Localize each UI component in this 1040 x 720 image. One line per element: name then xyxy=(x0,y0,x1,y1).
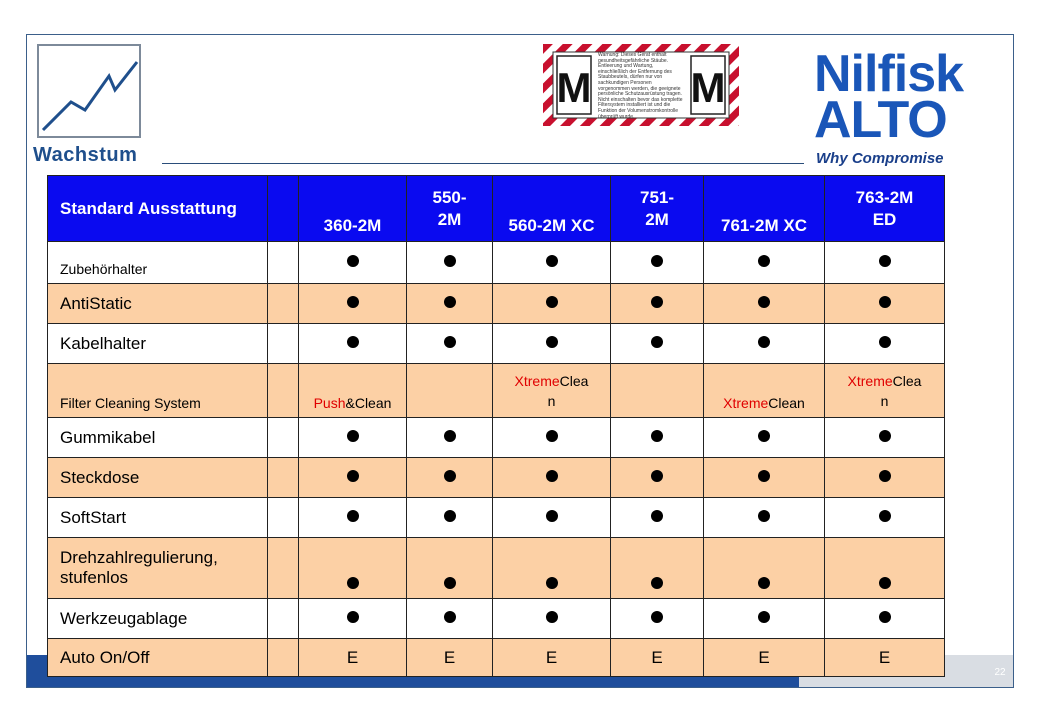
included-dot-icon xyxy=(879,255,891,267)
included-dot-icon xyxy=(758,577,770,589)
included-dot-icon xyxy=(444,255,456,267)
model-cell xyxy=(611,364,704,418)
model-cell xyxy=(493,538,611,599)
model-cell xyxy=(299,599,407,639)
row-spacer xyxy=(268,639,299,677)
included-dot-icon xyxy=(758,255,770,267)
model-cell xyxy=(704,458,825,498)
model-cell xyxy=(704,498,825,538)
cell-value: E xyxy=(346,647,359,667)
model-cell xyxy=(493,364,611,418)
filter-brand-black: Clea n xyxy=(880,372,922,409)
included-dot-icon xyxy=(758,470,770,482)
included-dot-icon xyxy=(546,510,558,522)
m-class-label xyxy=(543,44,739,126)
included-dot-icon xyxy=(758,296,770,308)
included-dot-icon xyxy=(347,510,359,522)
filter-system-value xyxy=(299,393,406,413)
model-cell xyxy=(407,498,493,538)
row-label: Werkzeugablage xyxy=(48,599,268,639)
included-dot-icon xyxy=(546,255,558,267)
filter-system-value xyxy=(493,371,610,411)
included-dot-icon xyxy=(651,470,663,482)
row-label: Zubehörhalter xyxy=(48,242,268,284)
row-label: Drehzahlregulierung, stufenlos xyxy=(48,538,268,599)
filter-brand-black: Clea n xyxy=(547,372,589,409)
included-dot-icon xyxy=(651,577,663,589)
model-cell xyxy=(611,324,704,364)
header-feature: Standard Ausstattung xyxy=(48,176,268,242)
table-row xyxy=(48,538,945,599)
included-dot-icon xyxy=(651,430,663,442)
included-dot-icon xyxy=(444,470,456,482)
header-model: 360-2M xyxy=(299,176,407,242)
model-cell xyxy=(611,599,704,639)
model-cell xyxy=(407,364,493,418)
model-cell xyxy=(299,639,407,677)
row-label: Kabelhalter xyxy=(48,324,268,364)
model-cell xyxy=(704,242,825,284)
included-dot-icon xyxy=(546,611,558,623)
model-cell xyxy=(825,364,945,418)
included-dot-icon xyxy=(444,510,456,522)
model-cell xyxy=(407,324,493,364)
included-dot-icon xyxy=(879,296,891,308)
included-dot-icon xyxy=(879,336,891,348)
row-spacer xyxy=(268,284,299,324)
filter-system-value xyxy=(825,371,944,411)
table-row xyxy=(48,324,945,364)
included-dot-icon xyxy=(444,611,456,623)
cell-value: E xyxy=(758,647,770,667)
included-dot-icon xyxy=(546,296,558,308)
included-dot-icon xyxy=(758,336,770,348)
model-cell xyxy=(825,538,945,599)
wachstum-logo xyxy=(31,44,153,168)
row-spacer xyxy=(268,364,299,418)
growth-chart-icon xyxy=(37,44,141,138)
included-dot-icon xyxy=(347,611,359,623)
model-cell xyxy=(299,458,407,498)
included-dot-icon xyxy=(651,255,663,267)
m-warning-text: Warnung: Dieses Gerät enthält gesundheitsgefährliche Stäube. Entleerung und Wartung, einschließlich der Entfernung des Staubbeutels, dürfen nur von sachkundigen Personen vorgenommen werden, die geeignete persönliche Schutzausrüstung tragen. Nicht einschalten bevor das komplette Filtersystem installiert ist und die Funktion der Volumenstromkontrolle überprüft wurde. xyxy=(598,52,683,120)
table-header-row xyxy=(48,176,945,242)
header-model: 761-2M XC xyxy=(704,176,825,242)
table-row xyxy=(48,639,945,677)
row-spacer xyxy=(268,458,299,498)
row-label: AntiStatic xyxy=(48,284,268,324)
model-cell xyxy=(611,639,704,677)
model-cell xyxy=(704,364,825,418)
header-spacer xyxy=(268,176,299,242)
table-row xyxy=(48,418,945,458)
included-dot-icon xyxy=(546,430,558,442)
model-cell xyxy=(407,458,493,498)
model-cell xyxy=(825,284,945,324)
row-spacer xyxy=(268,324,299,364)
included-dot-icon xyxy=(651,296,663,308)
included-dot-icon xyxy=(879,510,891,522)
included-dot-icon xyxy=(444,430,456,442)
included-dot-icon xyxy=(347,430,359,442)
filter-brand-red: Xtreme xyxy=(847,372,893,389)
model-cell xyxy=(825,498,945,538)
header-model: 550- 2M xyxy=(407,176,493,242)
filter-brand-red: Push xyxy=(313,395,346,411)
model-cell xyxy=(493,324,611,364)
nilfisk-tagline: Why Compromise xyxy=(816,150,944,167)
m-letter-right: M xyxy=(690,64,726,111)
model-cell xyxy=(611,284,704,324)
included-dot-icon xyxy=(444,577,456,589)
included-dot-icon xyxy=(546,336,558,348)
row-spacer xyxy=(268,498,299,538)
model-cell xyxy=(611,498,704,538)
row-label: Gummikabel xyxy=(48,418,268,458)
model-cell xyxy=(407,639,493,677)
table-row xyxy=(48,498,945,538)
included-dot-icon xyxy=(758,611,770,623)
model-cell xyxy=(299,498,407,538)
model-cell xyxy=(704,639,825,677)
model-cell xyxy=(299,324,407,364)
model-cell xyxy=(825,324,945,364)
header-divider xyxy=(162,163,804,164)
model-cell xyxy=(493,458,611,498)
included-dot-icon xyxy=(444,336,456,348)
included-dot-icon xyxy=(879,577,891,589)
filter-brand-red: Xtreme xyxy=(514,372,560,389)
alto-wordmark: ALTO xyxy=(814,91,947,149)
model-cell xyxy=(299,284,407,324)
table-row xyxy=(48,599,945,639)
model-cell xyxy=(825,599,945,639)
row-spacer xyxy=(268,242,299,284)
model-cell xyxy=(611,538,704,599)
page-number: 22 xyxy=(994,667,1006,678)
included-dot-icon xyxy=(347,470,359,482)
model-cell xyxy=(825,639,945,677)
standard-equipment-table xyxy=(47,175,945,677)
model-cell xyxy=(704,418,825,458)
filter-brand-black: Clean xyxy=(768,395,805,411)
model-cell xyxy=(299,242,407,284)
model-cell xyxy=(407,242,493,284)
filter-system-value xyxy=(704,393,824,413)
included-dot-icon xyxy=(758,510,770,522)
model-cell xyxy=(407,418,493,458)
model-cell xyxy=(493,418,611,458)
included-dot-icon xyxy=(347,255,359,267)
m-letter-left: M xyxy=(556,64,592,111)
model-cell xyxy=(299,418,407,458)
model-cell xyxy=(611,418,704,458)
model-cell xyxy=(407,599,493,639)
included-dot-icon xyxy=(879,470,891,482)
cell-value: E xyxy=(878,647,891,667)
model-cell xyxy=(299,538,407,599)
model-cell xyxy=(407,284,493,324)
included-dot-icon xyxy=(347,336,359,348)
model-cell xyxy=(611,242,704,284)
included-dot-icon xyxy=(879,430,891,442)
included-dot-icon xyxy=(651,510,663,522)
cell-value: E xyxy=(651,647,663,667)
cell-value: E xyxy=(443,647,456,667)
filter-brand-red: Xtreme xyxy=(723,395,769,411)
model-cell xyxy=(493,498,611,538)
included-dot-icon xyxy=(651,611,663,623)
row-label: Auto On/Off xyxy=(48,639,268,677)
row-spacer xyxy=(268,418,299,458)
model-cell xyxy=(611,458,704,498)
filter-brand-black: &Clean xyxy=(345,395,392,411)
model-cell xyxy=(825,242,945,284)
included-dot-icon xyxy=(444,296,456,308)
model-cell xyxy=(299,364,407,418)
nilfisk-wordmark: Nilfisk xyxy=(814,45,964,103)
included-dot-icon xyxy=(546,577,558,589)
model-cell xyxy=(704,284,825,324)
model-cell xyxy=(704,599,825,639)
table-row xyxy=(48,242,945,284)
row-label: Filter Cleaning System xyxy=(48,364,268,418)
included-dot-icon xyxy=(651,336,663,348)
row-label: Steckdose xyxy=(48,458,268,498)
included-dot-icon xyxy=(546,470,558,482)
model-cell xyxy=(825,418,945,458)
table-row xyxy=(48,284,945,324)
wachstum-text: Wachstum xyxy=(33,144,138,166)
model-cell xyxy=(493,599,611,639)
header-model: 560-2M XC xyxy=(493,176,611,242)
cell-value: E xyxy=(545,647,558,667)
model-cell xyxy=(493,284,611,324)
row-spacer xyxy=(268,538,299,599)
included-dot-icon xyxy=(879,611,891,623)
model-cell xyxy=(704,324,825,364)
row-spacer xyxy=(268,599,299,639)
table-row xyxy=(48,458,945,498)
model-cell xyxy=(704,538,825,599)
table-row xyxy=(48,364,945,418)
model-cell xyxy=(407,538,493,599)
header-model: 751- 2M xyxy=(611,176,704,242)
included-dot-icon xyxy=(347,577,359,589)
nilfisk-alto-logo xyxy=(814,46,1010,170)
model-cell xyxy=(825,458,945,498)
included-dot-icon xyxy=(347,296,359,308)
model-cell xyxy=(493,242,611,284)
included-dot-icon xyxy=(758,430,770,442)
model-cell xyxy=(493,639,611,677)
header-model: 763-2M ED xyxy=(825,176,945,242)
row-label: SoftStart xyxy=(48,498,268,538)
